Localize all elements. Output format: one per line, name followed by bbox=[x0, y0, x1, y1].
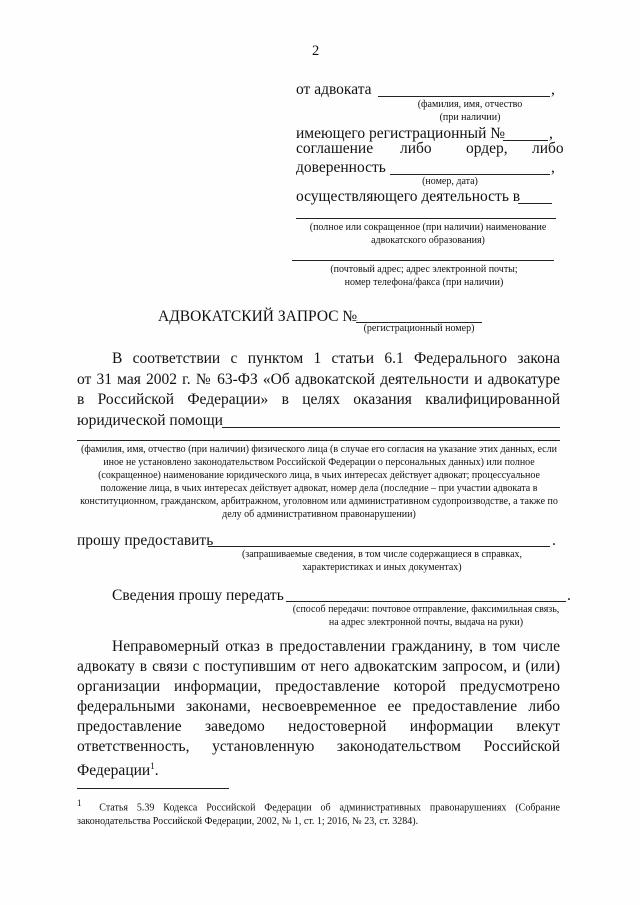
para1-line-4: юридической помощи bbox=[77, 412, 223, 429]
org-name-line bbox=[296, 218, 556, 219]
from-lawyer-label: от адвоката bbox=[296, 81, 372, 98]
para2-last-line bbox=[77, 757, 159, 780]
request-line bbox=[208, 546, 550, 547]
request-label: прошу предоставить bbox=[77, 532, 214, 549]
agreement-word-3: ордер, bbox=[466, 140, 508, 157]
para2-line-6: ответственность, установленную законодательством Российской bbox=[77, 738, 560, 755]
para2-line-5: предоставление заведомо недостоверной информации влекут bbox=[77, 718, 560, 735]
lawyer-name-end: , bbox=[551, 81, 555, 98]
reg-number-label: имеющего регистрационный № bbox=[296, 125, 506, 142]
para2-line-4: федеральными законами, несвоевременное ее предоставление либо bbox=[77, 698, 560, 715]
fio-hint: (фамилия, имя, отчество bbox=[417, 99, 523, 110]
client-line-1 bbox=[222, 427, 560, 428]
request-hint: (запрашиваемые сведения, в том числе содержащиеся в справках, характеристиках и иных документах) bbox=[241, 549, 523, 573]
para2-last-word: Федерации bbox=[77, 762, 151, 780]
page-number: 2 bbox=[312, 43, 320, 59]
transfer-end: . bbox=[567, 587, 571, 604]
para2-last-end: . bbox=[154, 762, 159, 780]
para1-line-1: В соответствии с пунктом 1 статьи 6.1 Федерального закона bbox=[112, 350, 560, 367]
para2-line-3: организации информации, предоставление которой предусмотрено bbox=[77, 678, 560, 695]
footnote bbox=[77, 796, 560, 829]
request-number-hint: (регистрационный номер) bbox=[363, 323, 475, 334]
power-of-attorney-label: доверенность bbox=[296, 159, 386, 176]
request-title: АДВОКАТСКИЙ ЗАПРОС № bbox=[158, 308, 358, 325]
footnote-text: Статья 5.39 Кодекса Российской Федерации об административных правонарушениях (Собрание законодательства Российской Федерации, 2002, № 1, ст. 1; 2016, № 23, ст. 3284). bbox=[77, 802, 560, 828]
practicing-in-label: осуществляющего деятельность в bbox=[296, 188, 521, 205]
power-end: , bbox=[551, 159, 555, 176]
para1-line-3: в Российской Федерации» в целях оказания квалифицированной bbox=[77, 391, 560, 408]
footnote-mark: 1 bbox=[77, 798, 82, 808]
footnote-reference: 1 bbox=[150, 761, 155, 771]
agreement-word-4: либо bbox=[532, 140, 564, 157]
para2-line-2: адвокату в связи с поступившим от него адвокатским запросом, и (или) bbox=[77, 658, 560, 675]
footnote-separator bbox=[77, 788, 229, 789]
number-date-hint: (номер, дата) bbox=[422, 176, 478, 187]
para2-line-1: Неправомерный отказ в предоставлении гражданину, в том числе bbox=[112, 638, 560, 655]
agreement-word-2: либо bbox=[400, 140, 432, 157]
reg-number-end: , bbox=[549, 125, 553, 142]
agreement-word-1: соглашение bbox=[296, 140, 374, 157]
para1-line-2: от 31 мая 2002 г. № 63-ФЗ «Об адвокатской деятельности и адвокатуре bbox=[77, 371, 560, 388]
transfer-hint: (способ передачи: почтовое отправление, факсимильная связь, на адрес электронной почты, выдача на руки) bbox=[292, 604, 560, 628]
fio-hint-2: (при наличии) bbox=[439, 112, 501, 123]
org-name-hint: (полное или сокращенное (при наличии) наименование адвокатского образования) bbox=[309, 222, 547, 246]
address-hint: (почтовый адрес; адрес электронной почты; номер телефона/факса (при наличии) bbox=[330, 264, 518, 288]
client-hint: (фамилия, имя, отчество (при наличии) физического лица (в случае его согласия на указание этих данных, если иное не установлено законодательством Российской Федерации о персональных данных) или полное (сокращенное) наименование юридического лица, в чьих интересах действует адвокат; процессуальное положение лица, в чьих интересах действует адвокат, номер дела (последние – при участии адвоката в конституционном, гражданском, арбитражном, уголовном или административном судопроизводстве, а также по делу об административном правонарушении) bbox=[80, 444, 558, 520]
transfer-line bbox=[286, 601, 566, 602]
practicing-in-line bbox=[518, 203, 552, 204]
address-line bbox=[292, 260, 554, 261]
transfer-label: Сведения прошу передать bbox=[112, 587, 284, 604]
request-end: . bbox=[552, 532, 556, 549]
lawyer-name-line bbox=[378, 96, 550, 97]
client-line-2 bbox=[77, 440, 560, 441]
